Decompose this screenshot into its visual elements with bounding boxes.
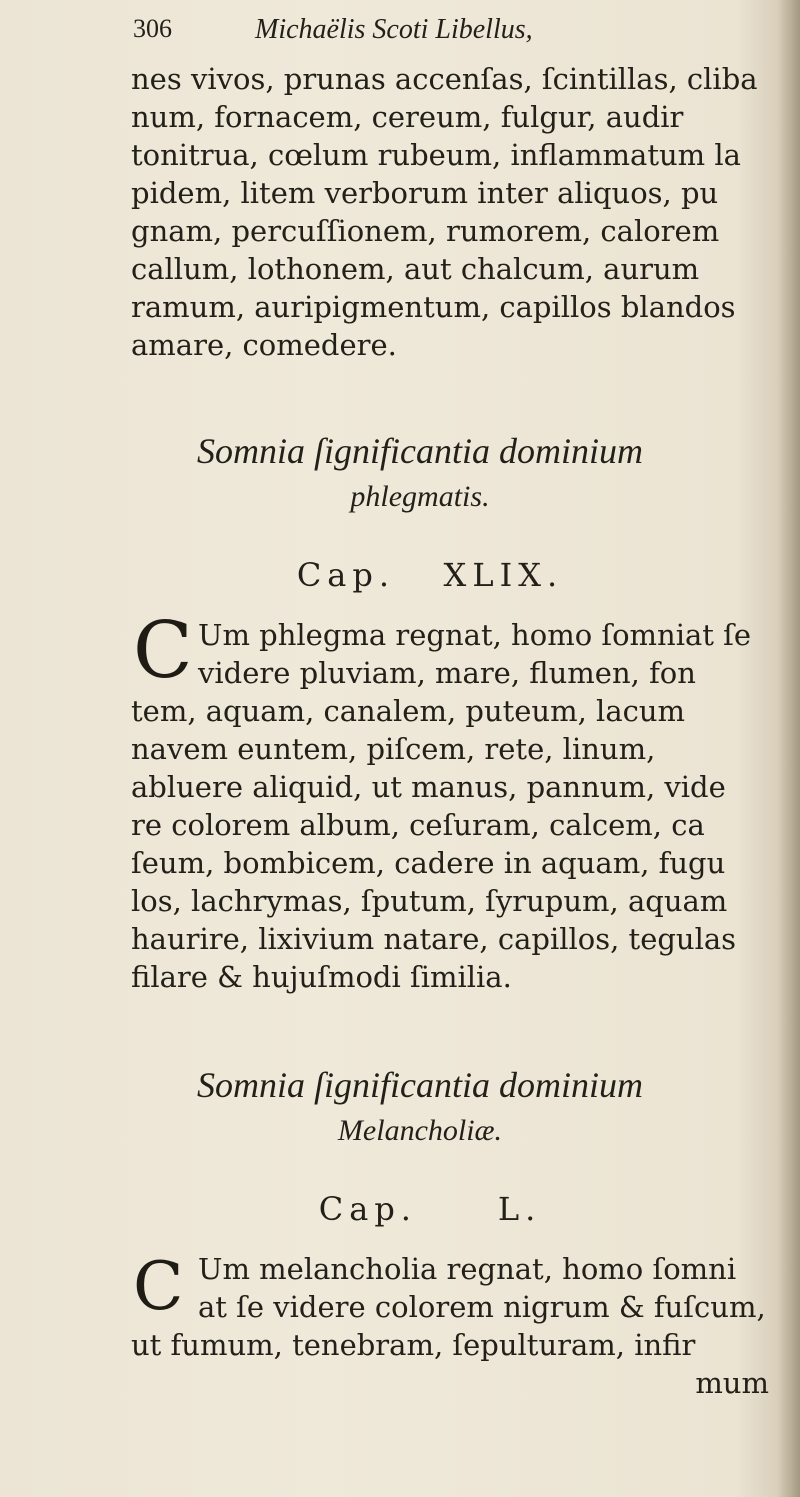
text-line: los, lachrymas, ſputum, ſyrupum, aquam [131, 884, 728, 918]
text-line: tonitrua, cœlum rubeum, inflammatum la [131, 138, 741, 172]
text-line: ſeum, bombicem, cadere in aquam, fugu [131, 846, 726, 880]
section-50-catchword [131, 1364, 771, 1402]
section-50-chapter-label [140, 1190, 720, 1228]
section-50-first-lines [198, 1250, 800, 1326]
section-49-body [131, 692, 771, 996]
page-number: 306 [133, 14, 172, 43]
text-line: re colorem album, ceſuram, calcem, ca [131, 808, 705, 842]
text-line: tem, aquam, canalem, puteum, lacum [131, 694, 686, 728]
section-49-first-lines [198, 616, 800, 692]
text-line: gnam, percuſſionem, rumorem, calorem [131, 214, 720, 248]
text-line: videre pluviam, mare, flumen, fon [198, 656, 696, 690]
chapter-word: Cap. [296, 556, 396, 594]
top-paragraph [131, 60, 771, 364]
text-line: amare, comedere. [131, 328, 397, 362]
text-line: at ſe videre colorem nigrum & fuſcum, [198, 1290, 766, 1324]
section-49-drop-cap: C [133, 606, 193, 696]
running-title: Michaëlis Scoti Libellus, [255, 14, 533, 45]
text-line: haurire, lixivium natare, capillos, tegulas [131, 922, 737, 956]
chapter-number: L. [497, 1190, 542, 1228]
chapter-number: XLIX. [443, 556, 564, 594]
section-50-heading [100, 1062, 740, 1154]
text-line: ramum, auripigmentum, capillos blandos [131, 290, 736, 324]
text-line: nes vivos, prunas accenſas, ſcintillas, cliba [131, 62, 758, 96]
section-50-heading-line2: Melancholiæ. [337, 1114, 503, 1147]
section-49-heading-line2: phlegmatis. [350, 480, 490, 513]
section-49-chapter-label [140, 556, 720, 594]
text-line: Um melancholia regnat, homo ſomni [198, 1252, 737, 1286]
section-49-heading [100, 428, 740, 520]
text-line: navem euntem, piſcem, rete, linum, [131, 732, 656, 766]
text-line: callum, lothonem, aut chalcum, aurum [131, 252, 700, 286]
text-line: num, fornacem, cereum, fulgur, audir [131, 100, 684, 134]
running-head [133, 14, 773, 54]
section-49-heading-line1: Somnia ſignificantia dominium [197, 431, 643, 471]
section-50-drop-cap: C [133, 1248, 184, 1325]
text-line: Um phlegma regnat, homo ſomniat ſe [198, 618, 752, 652]
text-line: abluere aliquid, ut manus, pannum, vide [131, 770, 726, 804]
chapter-word: Cap. [318, 1190, 417, 1228]
catchword: mum [695, 1366, 769, 1400]
text-line: filare & hujuſmodi ſimilia. [131, 960, 512, 994]
section-50-body [131, 1326, 771, 1364]
text-line: ut fumum, tenebram, ſepulturam, infir [131, 1328, 696, 1362]
section-50-heading-line1: Somnia ſignificantia dominium [197, 1065, 643, 1105]
text-line: pidem, litem verborum inter aliquos, pu [131, 176, 719, 210]
